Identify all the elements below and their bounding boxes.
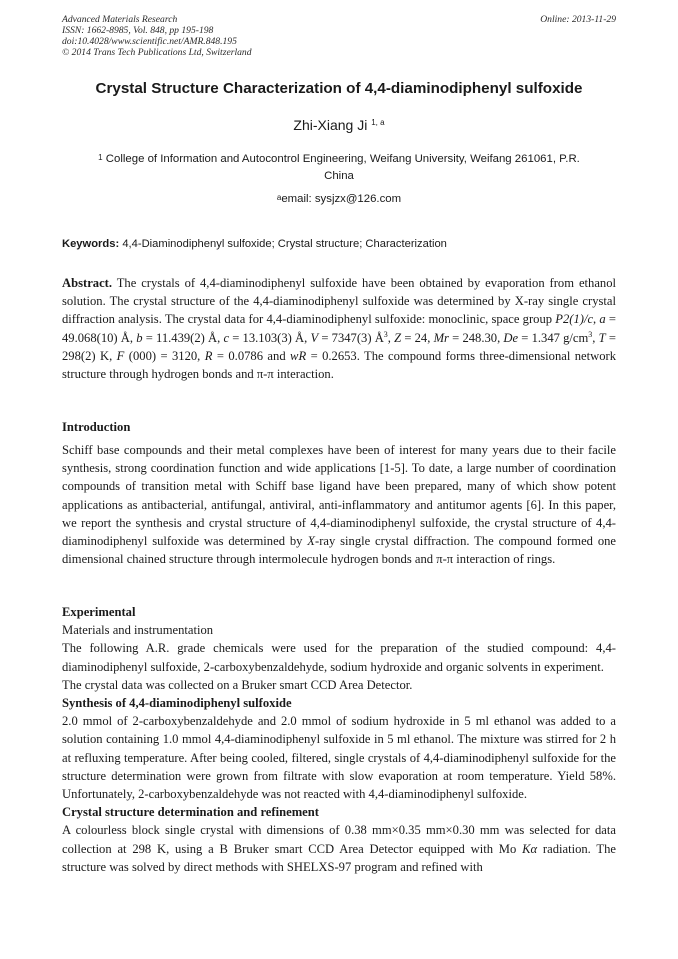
doi-line: doi:10.4028/www.scientific.net/AMR.848.195	[62, 36, 237, 47]
email-marker: a	[276, 193, 282, 202]
param-c-value: = 13.103(3) Å,	[232, 330, 308, 345]
copyright-line: © 2014 Trans Tech Publications Ltd, Switzerland	[62, 47, 252, 58]
keywords-label: Keywords:	[62, 238, 120, 250]
online-date: Online: 2013-11-29	[540, 14, 616, 25]
xray-italic: X	[307, 534, 315, 549]
affiliation-line-2: China	[324, 170, 354, 182]
crystal-text-end: radiation. The structure was solved by direct methods with SHELXS-97 program and refined with	[62, 841, 616, 874]
paper-title: Crystal Structure Characterization of 4,4-diaminodiphenyl sulfoxide	[95, 80, 583, 97]
param-z-value: = 24,	[404, 330, 431, 345]
issn-line: ISSN: 1662-8985, Vol. 848, pp 195-198	[62, 25, 214, 36]
param-r-label: R	[204, 348, 213, 363]
param-f-label: F	[116, 348, 125, 363]
param-r-value: = 0.0786 and	[216, 348, 286, 363]
journal-name: Advanced Materials Research	[62, 14, 178, 25]
materials-text: The following A.R. grade chemicals were used for the preparation of the studied compound: 4,4-diaminodiphenyl sulfoxide, 2-carboxybenzaldehyde, sodium hydroxide and organic solvents in experiment.	[62, 641, 616, 674]
author-line	[40, 116, 638, 134]
introduction-text: Schiff base compounds and their metal complexes have been of interest for many years due to their facile synthesis, strong coordination function and wide applications [1-5]. To date, a large number of coordination compounds of transition metal with Schiff base ligand have been prepared, many of which show potent applications as antibacterial, antifungal, antiviral, anti-inflammatory and antitumor agents [6]. In this paper, we report the synthesis and crystal structure of 4,4-diaminodiphenyl sulfoxide, the crystal structure of 4,4-diaminodiphenyl sulfoxide was determined by	[62, 443, 616, 549]
param-b-label: b	[136, 330, 143, 345]
param-mr-value: = 248.30,	[452, 330, 501, 345]
introduction-body	[62, 441, 616, 568]
keywords-text: 4,4-Diaminodiphenyl sulfoxide; Crystal structure; Characterization	[122, 238, 447, 250]
introduction-heading: Introduction	[62, 420, 131, 434]
abstract: Abstract. The crystals of 4,4-diaminodiphenyl sulfoxide have been obtained by evaporation from ethanol solution. The crystal structure of the 4,4-diaminodiphenyl sulfoxide was determined by X-ray single crystal diffraction analysis. The crystal data for 4,4-diaminodiphenyl sulfoxide: monoclinic, space group P2(1)/c, a = 49.068(10) Å, b = 11.439(2) Å, c = 13.103(3) Å, V = 7347(3) $Å^3$, Z = 24, Mr = 248.30, De = 1.347 $g/cm^3$, T = 298(2) K, F (000) = 3120, R = 0.0786 and wR = 0.2653. The compound forms three-dimensional network structure through hydrogen bonds and π-π interaction.	[62, 276, 617, 382]
affiliation	[62, 151, 616, 185]
crystal-subheading: Crystal structure determination and refinement	[62, 805, 319, 820]
param-a-value: = 49.068(10) Å,	[62, 312, 616, 345]
param-t-value: = 298(2) K,	[62, 330, 616, 363]
journal-info	[62, 14, 616, 58]
param-v-label: V	[310, 330, 319, 345]
space-group: P2(1)/c	[555, 312, 594, 327]
synthesis-subheading: Synthesis of 4,4-diaminodiphenyl sulfoxide	[62, 696, 292, 711]
param-f-value: (000) = 3120,	[128, 348, 201, 363]
param-b-value: = 11.439(2) Å,	[145, 330, 221, 345]
crystal-text: A colourless block single crystal with dimensions of 0.38 mm×0.35 mm×0.30 mm was selected for data collection at 298 K, using a B Bruker smart CCD Area Detector equipped with Mo	[62, 823, 616, 856]
param-v-sup: 3	[383, 329, 388, 339]
param-z-label: Z	[394, 330, 402, 345]
param-de-label: De	[503, 330, 519, 345]
abstract-text: The crystals of 4,4-diaminodiphenyl sulfoxide have been obtained by evaporation from ethanol solution. The crystal structure of the 4,4-diaminodiphenyl sulfoxide was determined by X-ray single crystal diffraction analysis. The crystal data for 4,4-diaminodiphenyl sulfoxide: monoclinic, space group	[62, 276, 617, 327]
param-a-label: a	[599, 312, 606, 327]
param-mr-label: Mr	[433, 330, 449, 345]
param-wr-label: wR	[290, 348, 307, 363]
param-v-value: = 7347(3) Å	[321, 330, 384, 345]
email-text: email: sysjzx@126.com	[281, 193, 402, 205]
affiliation-line-1: College of Information and Autocontrol Engineering, Weifang University, Weifang 261061, P.R.	[105, 153, 580, 165]
experimental-heading: Experimental	[62, 605, 136, 619]
affiliation-marker: 1	[98, 153, 103, 162]
experimental-section	[62, 603, 616, 876]
author-name: Zhi-Xiang Ji	[293, 117, 368, 133]
param-wr-value: = 0.2653. The compound forms three-dimensional network structure through hydrogen bonds and π-π interaction.	[62, 348, 617, 382]
param-c-label: c	[223, 330, 230, 345]
introduction-text-end: -ray single crystal diffraction. The compound formed one dimensional chained structure through intermolecule hydrogen bonds and π-π interaction of rings.	[62, 534, 616, 567]
param-de-sup: 3	[588, 329, 593, 339]
instrument-text: The crystal data was collected on a Bruker smart CCD Area Detector.	[62, 677, 413, 692]
running-header	[62, 14, 616, 58]
keywords	[62, 237, 616, 251]
author-affiliation-marker: 1, a	[371, 118, 385, 127]
synthesis-text: 2.0 mmol of 2-carboxybenzaldehyde and 2.0 mmol of sodium hydroxide in 5 ml ethanol was added to a solution containing 1.0 mmol 4,4-diaminodiphenyl sulfoxide in 5 ml ethanol. The mixture was stirred for 2 h at refluxing temperature. After being cooled, filtered, single crystals of 4,4-diaminodiphenyl sulfoxide for the structure determination were grown from filtrate with slow evaporation at room temperature. Yield 58%. Unfortunately, 2-carboxybenzaldehyde was not reacted with 4,4-diaminodiphenyl sulfoxide.	[62, 714, 616, 802]
param-t-label: T	[598, 330, 606, 345]
author-email	[62, 192, 616, 207]
param-de-value: = 1.347 g/cm	[521, 330, 589, 345]
abstract-label: Abstract.	[62, 276, 113, 290]
materials-subheading: Materials and instrumentation	[62, 623, 214, 638]
mo-ka: Kα	[522, 841, 538, 856]
